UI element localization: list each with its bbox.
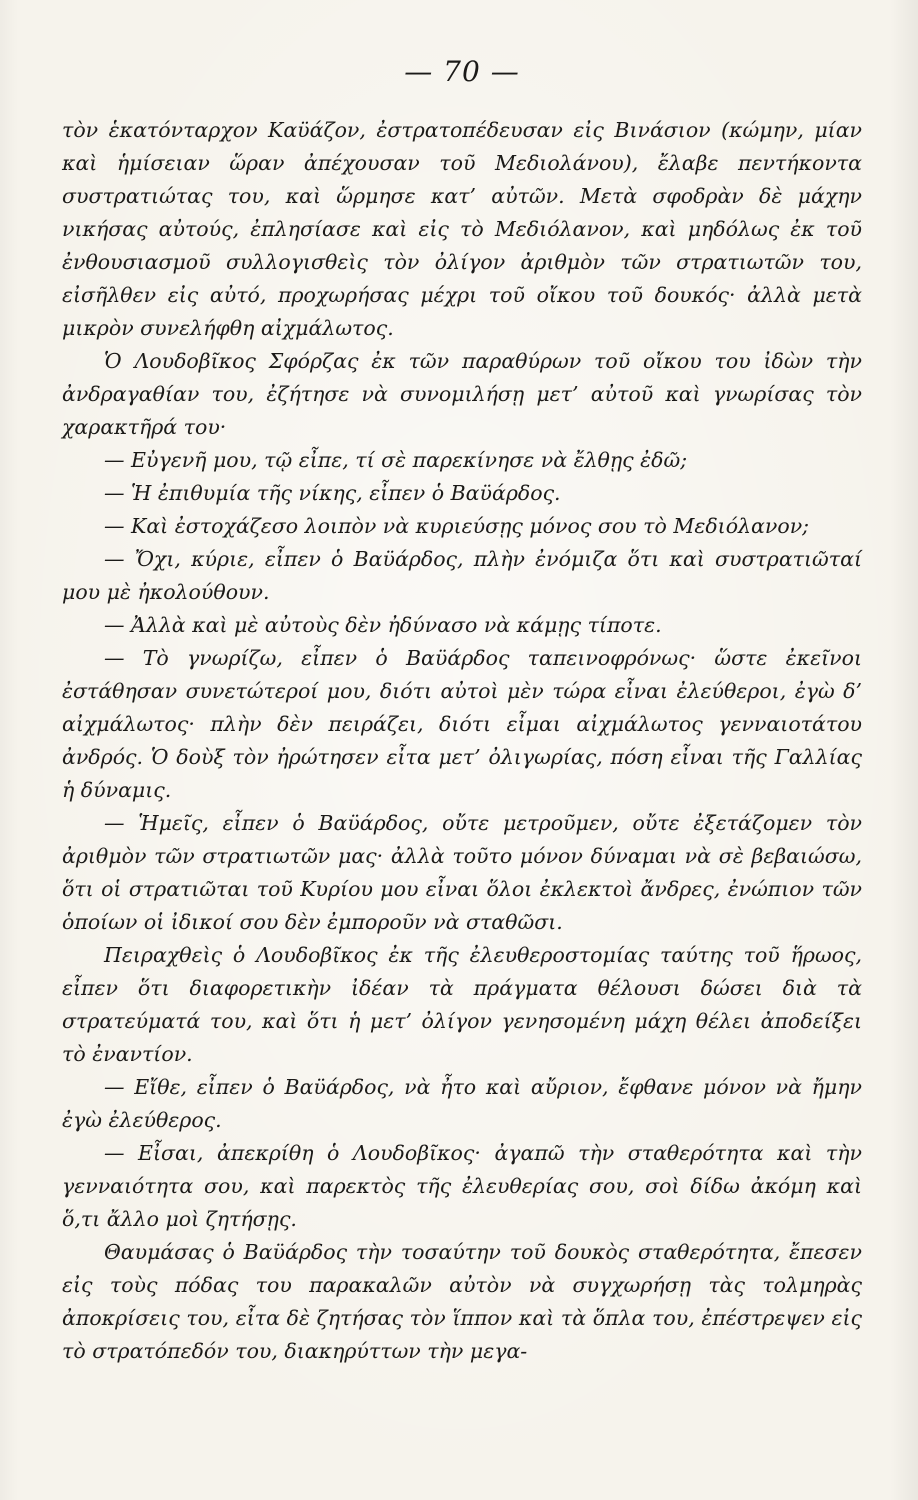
dialogue-line: — Ἡ ἐπιθυμία τῆς νίκης, εἶπεν ὁ Βαϋάρδος. [104, 481, 561, 505]
dialogue-line: — Εἶσαι, ἀπεκρίθη ὁ Λουδοβῖκος· ἀγαπῶ τὴν σταθερότητα καὶ τὴν γενναιότητα σου, καὶ παρεκτὸς τῆς ἐλευθερίας σου, σοὶ δίδω ἀκόμη καὶ ὅ,τι ἄλλο μοὶ ζητήσῃς. [62, 1141, 862, 1231]
dialogue-line: — Ἡμεῖς, εἶπεν ὁ Βαϋάρδος, οὔτε μετροῦμεν, οὔτε ἐξετάζομεν τὸν ἀριθμὸν τῶν στρατιωτῶν μας· ἀλλὰ τοῦτο μόνον δύναμαι νὰ σὲ βεβαιώσω, ὅτι οἱ στρατιῶται τοῦ Κυρίου μου εἶναι ὅλοι ἐκλεκτοὶ ἄνδρες, ἐνώπιον τῶν ὁποίων οἱ ἰδικοί σου δὲν ἐμποροῦν νὰ σταθῶσι. [62, 811, 862, 934]
paragraph: Ὁ Λουδοβῖκος Σφόρζας ἐκ τῶν παραθύρων τοῦ οἴκου του ἰδὼν τὴν ἀνδραγαθίαν του, ἐζήτησε νὰ συνομιλήσῃ μετ’ αὐτοῦ καὶ γνωρίσας τὸν χαρακτῆρά του· [62, 349, 862, 439]
dialogue-line: — Εὐγενῆ μου, τῷ εἶπε, τί σὲ παρεκίνησε νὰ ἔλθῃς ἐδῶ; [104, 448, 688, 472]
paragraph: Πειραχθεὶς ὁ Λουδοβῖκος ἐκ τῆς ἐλευθεροστομίας ταύτης τοῦ ἥρωος, εἶπεν ὅτι διαφορετικὴν ἰδέαν τὰ πράγματα θέλουσι δώσει διὰ τὰ στρατεύματά του, καὶ ὅτι ἡ μετ’ ὀλίγον γενησομένη μάχη θέλει ἀποδείξει τὸ ἐναντίον. [62, 943, 862, 1066]
paragraph: Θαυμάσας ὁ Βαϋάρδος τὴν τοσαύτην τοῦ δουκὸς σταθερότητα, ἔπεσεν εἰς τοὺς πόδας του παρακαλῶν αὐτὸν νὰ συγχωρήσῃ τὰς τολμηρὰς ἀποκρίσεις του, εἶτα δὲ ζητήσας τὸν ἵππον καὶ τὰ ὅπλα του, ἐπέστρεψεν εἰς τὸ στρατόπεδόν του, διακηρύττων τὴν μεγα- [62, 1240, 862, 1363]
dialogue-line: — Τὸ γνωρίζω, εἶπεν ὁ Βαϋάρδος ταπεινοφρόνως· ὥστε ἐκεῖνοι ἐστάθησαν συνετώτεροί μου, διότι αὐτοὶ μὲν τώρα εἶναι ἐλεύθεροι, ἐγὼ δ’ αἰχμάλωτος· πλὴν δὲν πειράζει, διότι εἶμαι αἰχμάλωτος γενναιοτάτου ἀνδρός. Ὁ δοὺξ τὸν ἠρώτησεν εἶτα μετ’ ὀλιγωρίας, πόση εἶναι τῆς Γαλλίας ἡ δύναμις. [62, 646, 862, 802]
dialogue-line: — Ἀλλὰ καὶ μὲ αὐτοὺς δὲν ἠδύνασο νὰ κάμῃς τίποτε. [104, 613, 662, 637]
dialogue-line: — Εἴθε, εἶπεν ὁ Βαϋάρδος, νὰ ἦτο καὶ αὔριον, ἔφθανε μόνον νὰ ἤμην ἐγὼ ἐλεύθερος. [62, 1075, 862, 1132]
body-text [62, 114, 862, 1368]
page-number: — 70 — [404, 55, 520, 88]
dialogue-line: — Καὶ ἐστοχάζεσο λοιπὸν νὰ κυριεύσῃς μόνος σου τὸ Μεδιόλανον; [104, 514, 810, 538]
paragraph: τὸν ἑκατόνταρχον Καϋάζον, ἐστρατοπέδευσαν εἰς Βινάσιον (κώμην, μίαν καὶ ἡμίσειαν ὥραν ἀπέχουσαν τοῦ Μεδιολάνου), ἔλαβε πεντήκοντα συστρατιώτας του, καὶ ὥρμησε κατ’ αὐτῶν. Μετὰ σφοδρὰν δὲ μάχην νικήσας αὐτούς, ἐπλησίασε καὶ εἰς τὸ Μεδιόλανον, καὶ μηδόλως ἐκ τοῦ ἐνθουσιασμοῦ συλλογισθεὶς τὸν ὀλίγον ἀριθμὸν τῶν στρατιωτῶν του, εἰσῆλθεν εἰς αὐτό, προχωρήσας μέχρι τοῦ οἴκου τοῦ δουκός· ἀλλὰ μετὰ μικρὸν συνελήφθη αἰχμάλωτος. [62, 118, 862, 340]
dialogue-line: — Ὄχι, κύριε, εἶπεν ὁ Βαϋάρδος, πλὴν ἐνόμιζα ὅτι καὶ συστρατιῶταί μου μὲ ἠκολούθουν. [62, 547, 862, 604]
